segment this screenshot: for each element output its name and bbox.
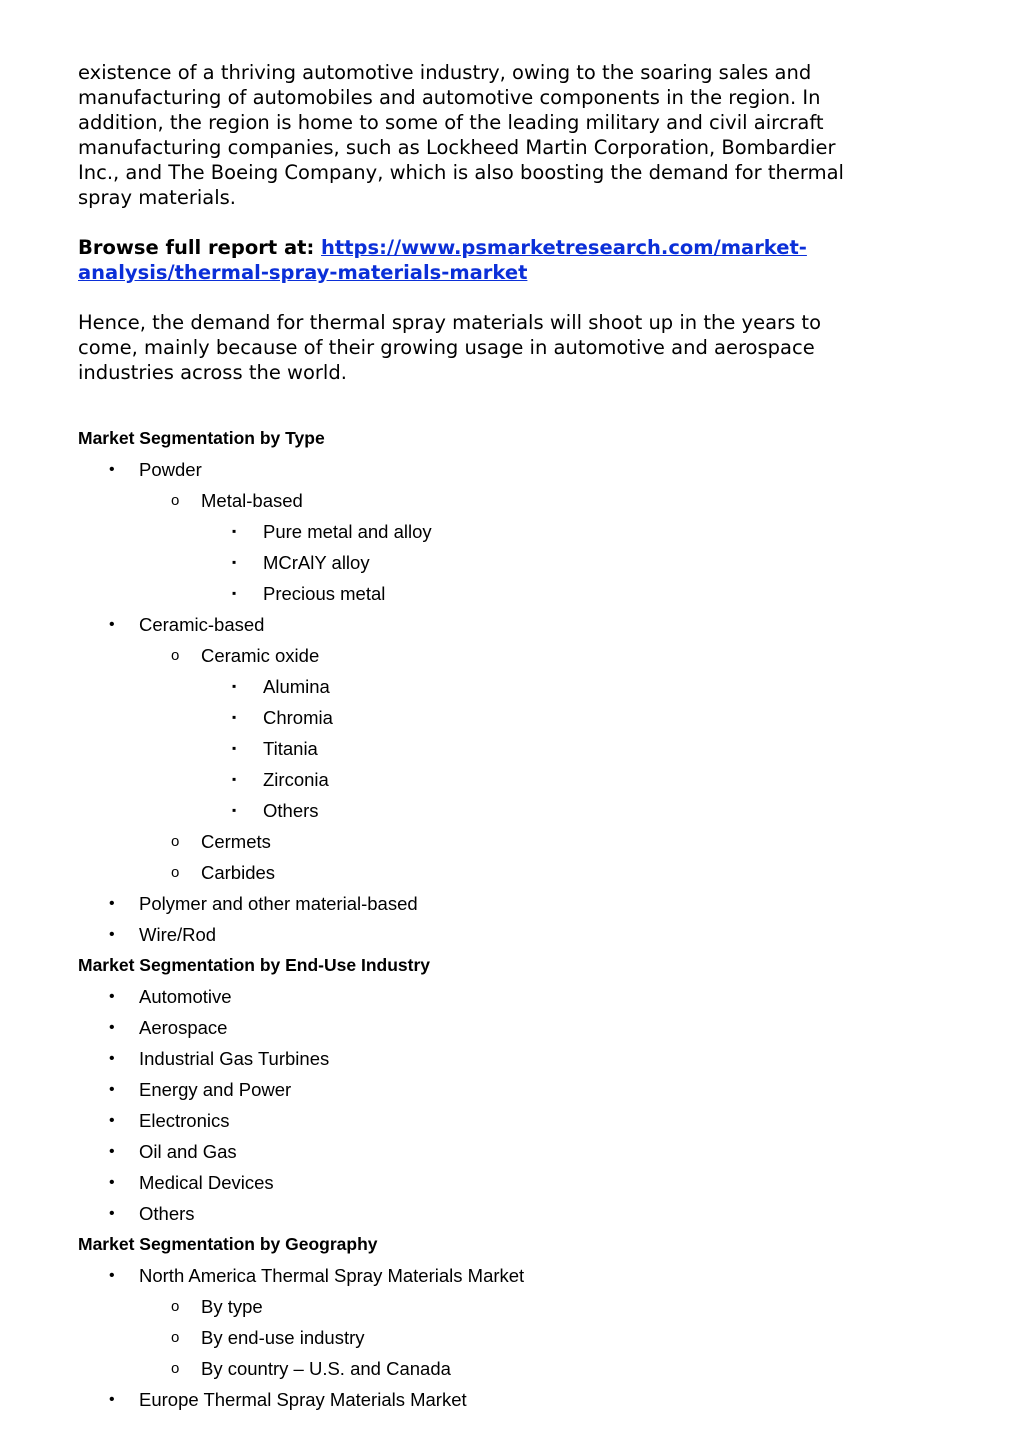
bullet-icon: • (109, 1112, 115, 1129)
list-item (78, 671, 958, 702)
list-item-text: Aerospace (139, 1017, 228, 1038)
bullet-icon: • (109, 461, 115, 478)
list-item-text: Powder (139, 459, 202, 480)
list-item (78, 578, 958, 609)
list-item (78, 1322, 958, 1353)
list-item-text: Electronics (139, 1110, 230, 1131)
bullet-icon: • (109, 1205, 115, 1222)
hence-paragraph: Hence, the demand for thermal spray materials will shoot up in the years to come, mainly because of their growing usage in automotive and aerospace industries across the world. (78, 311, 821, 384)
bullet-icon: ▪ (232, 741, 237, 755)
bullet-icon: • (109, 1019, 115, 1036)
list-item (78, 547, 958, 578)
list-item (78, 516, 958, 547)
bullet-icon: ▪ (232, 586, 237, 600)
report-link-line2: analysis/thermal-spray-materials-market (78, 261, 528, 284)
list-item-text: Ceramic-based (139, 614, 265, 635)
list-item (78, 1198, 958, 1229)
list-item-text: North America Thermal Spray Materials Market (139, 1265, 525, 1286)
browse-report-line (78, 235, 958, 285)
list-item (78, 1167, 958, 1198)
segmentation-geography-list (78, 1260, 958, 1415)
bullet-icon: • (109, 616, 115, 633)
list-item-text: Zirconia (263, 769, 329, 790)
list-item-text: Chromia (263, 707, 333, 728)
bullet-icon: ▪ (232, 803, 237, 817)
segmentation-type-list (78, 454, 958, 950)
bullet-icon: o (171, 1329, 180, 1346)
list-item-text: Europe Thermal Spray Materials Market (139, 1389, 467, 1410)
list-item (78, 981, 958, 1012)
bullet-icon: • (109, 1391, 115, 1408)
bullet-icon: o (171, 1298, 180, 1315)
list-item-text: By end-use industry (201, 1327, 365, 1348)
list-item (78, 1136, 958, 1167)
list-item-text: Others (263, 800, 319, 821)
bullet-icon: • (109, 1050, 115, 1067)
list-item-text: Energy and Power (139, 1079, 292, 1100)
list-item-text: Others (139, 1203, 195, 1224)
list-item (78, 1105, 958, 1136)
bullet-icon: ▪ (232, 772, 237, 786)
list-item (78, 764, 958, 795)
list-item (78, 485, 958, 516)
segmentation-geography-heading: Market Segmentation by Geography (78, 1234, 378, 1254)
report-link-line1: https://www.psmarketresearch.com/market- (321, 236, 807, 259)
list-item (78, 609, 958, 640)
bullet-icon: ▪ (232, 679, 237, 693)
list-item (78, 1353, 958, 1384)
list-item-text: Metal-based (201, 490, 303, 511)
bullet-icon: o (171, 647, 180, 664)
list-item (78, 1291, 958, 1322)
list-item-text: Ceramic oxide (201, 645, 320, 666)
bullet-icon: o (171, 833, 180, 850)
list-item-text: By type (201, 1296, 263, 1317)
bullet-icon: • (109, 1081, 115, 1098)
bullet-icon: o (171, 864, 180, 881)
segmentation-end-use-heading: Market Segmentation by End-Use Industry (78, 955, 431, 975)
bullet-icon: o (171, 1360, 180, 1377)
list-item-text: Alumina (263, 676, 330, 697)
bullet-icon: ▪ (232, 710, 237, 724)
list-item-text: Titania (263, 738, 318, 759)
list-item (78, 454, 958, 485)
segmentation-end-use-list (78, 981, 958, 1229)
list-item (78, 702, 958, 733)
list-item (78, 857, 958, 888)
list-item-text: Cermets (201, 831, 271, 852)
list-item-text: Pure metal and alloy (263, 521, 432, 542)
bullet-icon: ▪ (232, 524, 237, 538)
list-item-text: Wire/Rod (139, 924, 217, 945)
document-page (78, 60, 958, 1415)
bullet-icon: • (109, 1143, 115, 1160)
list-item-text: Medical Devices (139, 1172, 274, 1193)
bullet-icon: • (109, 895, 115, 912)
list-item (78, 1043, 958, 1074)
list-item-text: Polymer and other material-based (139, 893, 418, 914)
list-item (78, 640, 958, 671)
list-item (78, 1074, 958, 1105)
list-item (78, 733, 958, 764)
intro-paragraph: existence of a thriving automotive industry, owing to the soaring sales and manufacturing of automobiles and automotive components in the region. In addition, the region is home to some of the leading military and civil aircraft manufacturing companies, such as Lockheed Martin Corporation, Bombardier Inc., and The Boeing Company, which is also boosting the demand for thermal spray materials. (78, 61, 844, 209)
list-item (78, 1012, 958, 1043)
list-item (78, 1260, 958, 1291)
list-item (78, 888, 958, 919)
bullet-icon: • (109, 1267, 115, 1284)
list-item-text: Precious metal (263, 583, 386, 604)
list-item (78, 1384, 958, 1415)
bullet-icon: • (109, 1174, 115, 1191)
list-item-text: MCrAlY alloy (263, 552, 370, 573)
list-item-text: By country – U.S. and Canada (201, 1358, 451, 1379)
bullet-icon: • (109, 926, 115, 943)
list-item (78, 826, 958, 857)
bullet-icon: ▪ (232, 555, 237, 569)
segmentation-type-heading: Market Segmentation by Type (78, 428, 325, 448)
list-item-text: Oil and Gas (139, 1141, 237, 1162)
list-item-text: Carbides (201, 862, 276, 883)
list-item (78, 919, 958, 950)
bullet-icon: • (109, 988, 115, 1005)
list-item (78, 795, 958, 826)
list-item-text: Industrial Gas Turbines (139, 1048, 330, 1069)
browse-label: Browse full report at: (78, 236, 322, 259)
list-item-text: Automotive (139, 986, 232, 1007)
bullet-icon: o (171, 492, 180, 509)
